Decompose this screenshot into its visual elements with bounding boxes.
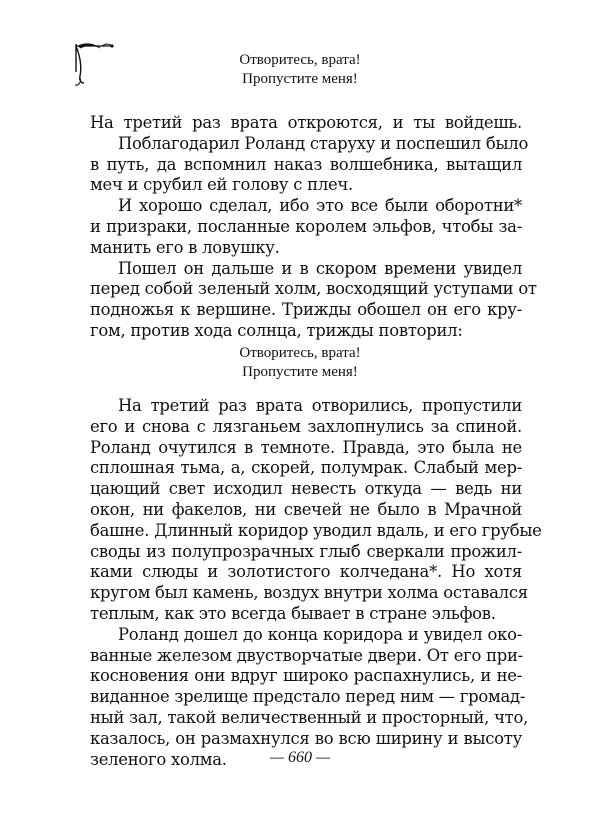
- text-line: На третий раз врата отворились, пропустили: [118, 396, 522, 415]
- text-line: окон, ни факелов, ни свечей не было в Мрачной: [90, 499, 522, 519]
- text-line: ванные железом двустворчатые двери. От его при-: [90, 645, 523, 665]
- text-line: казалось, он размахнулся во всю ширину и высоту: [90, 728, 522, 748]
- text-line: Пошел он дальше и в скором времени увидел: [118, 258, 522, 278]
- text-line: теплым, как это всегда бывает в стране эльфов.: [90, 603, 496, 623]
- text-line: зеленого холма.: [90, 749, 227, 769]
- text-line: манить его в ловушку.: [90, 237, 280, 257]
- text-block-1: [90, 113, 537, 342]
- text-line: меч и срубил ей голову с плеч.: [90, 175, 353, 195]
- verse-top-line-2: Пропустите меня!: [242, 71, 358, 87]
- text-line: и призраки, посланные королем эльфов, чтобы за-: [90, 216, 522, 236]
- text-line: кругом был камень, воздух внутри холма оставался: [90, 583, 528, 603]
- text-line: сплошная тьма, а, скорей, полумрак. Слабый мер-: [90, 458, 522, 478]
- text-line: гом, против хода солнца, трижды повторил:: [90, 320, 463, 340]
- text-line: Поблагодарил Роланд старуху и поспешил было: [118, 133, 529, 153]
- text-line: в путь, да вспомнил наказ волшебника, вытащил: [90, 154, 522, 174]
- text-line: ками слюды и золотистого колчедана*. Но хотя: [90, 562, 522, 582]
- page-number: — 660 —: [269, 749, 331, 766]
- text-line: башне. Длинный коридор уводил вдаль, и его грубые: [90, 520, 542, 540]
- text-block-2: [90, 396, 542, 770]
- text-line: цающий свет исходил невесть откуда — ведь ни: [90, 479, 522, 499]
- verse-top-line-1: Отворитесь, врата!: [239, 52, 361, 68]
- verse-top: [0, 51, 600, 89]
- text-line: виданное зрелище предстало перед ним — громад-: [90, 687, 526, 707]
- verse-mid-line-1: Отворитесь, врата!: [239, 345, 361, 361]
- text-line: косновения они вдруг широко распахнулись, и не-: [90, 666, 522, 686]
- text-line: своды из полупрозрачных глыб сверкали прожил-: [90, 541, 522, 561]
- text-line: И хорошо сделал, ибо это все были оборотни*: [118, 196, 522, 216]
- text-line: ный зал, такой величественный и просторный, что,: [90, 707, 529, 727]
- text-line: перед собой зеленый холм, восходящий уступами от: [90, 279, 537, 299]
- text-line: Роланд дошел до конца коридора и увидел око-: [118, 624, 522, 644]
- text-line: подножья к вершине. Трижды обошел он его кру-: [90, 300, 522, 320]
- verse-mid: [0, 344, 600, 382]
- verse-mid-line-2: Пропустите меня!: [242, 364, 358, 380]
- text-line: Роланд очутился в темноте. Правда, это была не: [90, 437, 522, 457]
- text-line: На третий раз врата откроются, и ты войдешь.: [90, 113, 522, 132]
- text-line: его и снова с лязганьем захлопнулись за спиной.: [90, 416, 522, 436]
